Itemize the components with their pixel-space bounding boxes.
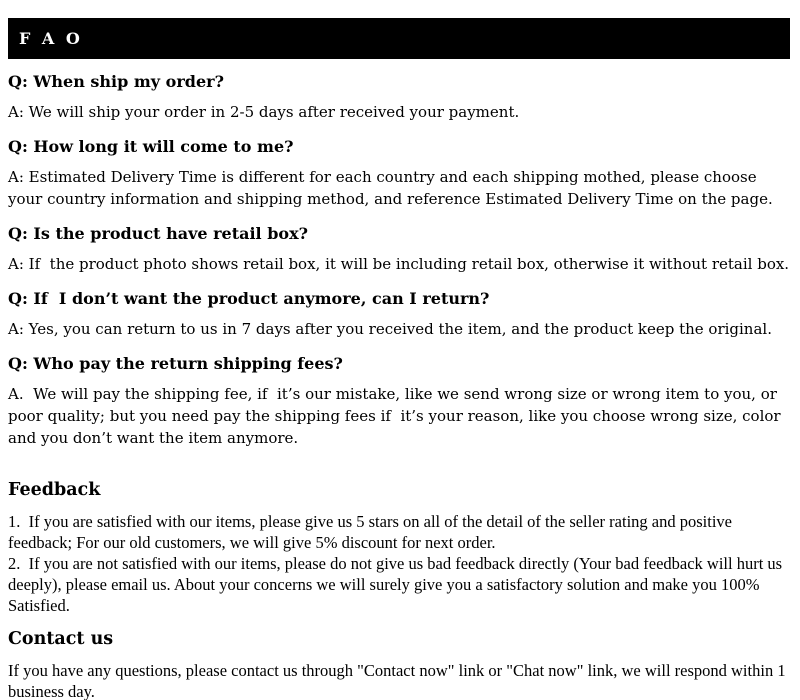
faq-answer: A. We will pay the shipping fee, if it’s our mistake, like we send wrong size or wrong item to you, or poor quality; but you need pay the shipping fees if it’s your reason, like you choose wrong size, color and you don’t want the item anymore. <box>8 385 786 447</box>
faq-answer: A: We will ship your order in 2-5 days after received your payment. <box>8 103 520 121</box>
contact-section <box>8 628 790 700</box>
faq-item <box>8 136 790 210</box>
faq-question: Q: Who pay the return shipping fees? <box>8 354 343 373</box>
faq-question: Q: How long it will come to me? <box>8 137 294 156</box>
contact-body <box>8 660 790 700</box>
faq-question: Q: Is the product have retail box? <box>8 224 308 243</box>
faq-item <box>8 223 790 275</box>
feedback-body <box>8 511 790 616</box>
faq-answer: A: If the product photo shows retail box, it will be including retail box, otherwise it without retail box. <box>8 255 790 273</box>
faq-item <box>8 353 790 449</box>
faq-question: Q: When ship my order? <box>8 72 224 91</box>
faq-header-title: F A O <box>19 29 83 48</box>
faq-answer: A: Estimated Delivery Time is different for each country and each shipping mothed, please choose your country information and shipping method, and reference Estimated Delivery Time on the page. <box>8 168 773 208</box>
contact-text: If you have any questions, please contact us through "Contact now" link or "Chat now" link, we will respond within 1 business day. <box>8 661 790 700</box>
faq-item <box>8 71 790 123</box>
faq-answer: A: Yes, you can return to us in 7 days after you received the item, and the product keep the original. <box>8 320 772 338</box>
faq-question: Q: If I don’t want the product anymore, can I return? <box>8 289 490 308</box>
feedback-item: 2. If you are not satisfied with our items, please do not give us bad feedback directly (Your bad feedback will hurt us deeply), please email us. About your concerns we will surely give you a satisfactory solution and make you 100% Satisfied. <box>8 554 787 615</box>
contact-heading: Contact us <box>8 629 114 649</box>
faq-list <box>8 71 790 449</box>
faq-header-bar <box>8 18 790 59</box>
feedback-section <box>8 479 790 616</box>
feedback-heading: Feedback <box>8 480 101 500</box>
faq-item <box>8 288 790 340</box>
feedback-item: 1. If you are satisfied with our items, please give us 5 stars on all of the detail of the seller rating and positive feedback; For our old customers, we will give 5% discount for next order. <box>8 512 737 552</box>
